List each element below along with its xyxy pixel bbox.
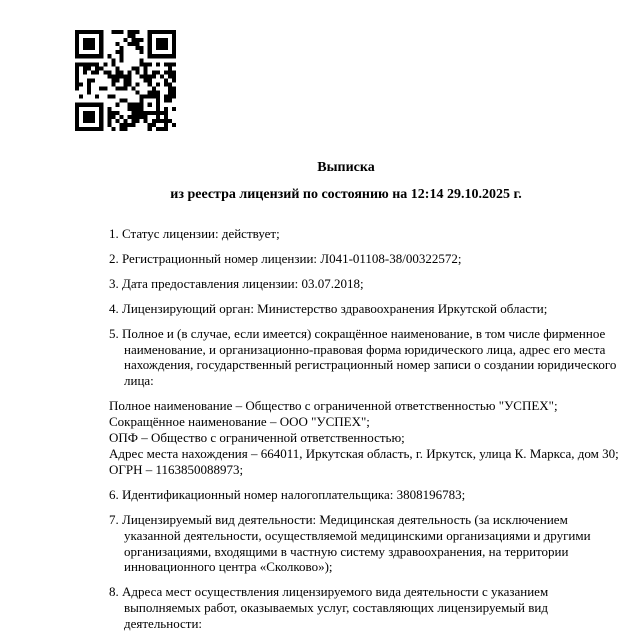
item-issue-date: 3. Дата предоставления лицензии: 03.07.2018; (109, 275, 364, 291)
org-ogrn: ОГРН – 1163850088973; (109, 461, 244, 477)
item-registration-number: 2. Регистрационный номер лицензии: Л041-01108-38/00322572; (109, 250, 462, 266)
qr-code-graphic (75, 30, 176, 131)
item-licensing-authority: 4. Лицензирующий орган: Министерство здравоохранения Иркутской области; (109, 300, 548, 316)
document-body (109, 226, 625, 641)
item-entity-name-intro: 5. Полное и (в случае, если имеется) сокращённое наименование, в том числе фирменное наименование, и организационно-правовая форма юридического лица, адрес его места нахождения, государственный регистрационный номер записи о создании юридического лица: (109, 325, 617, 389)
qr-code (75, 30, 176, 131)
item-activity-addresses: 8. Адреса мест осуществления лицензируемого вида деятельности с указанием выполняемых работ, оказываемых услуг, составляющих лицензируемый вид деятельности: (109, 584, 549, 632)
document-subtitle: из реестра лицензий по состоянию на 12:14 29.10.2025 г. (170, 187, 522, 202)
org-short-name: Сокращённое наименование – ООО "УСПЕХ"; (109, 414, 370, 430)
item-inn: 6. Идентификационный номер налогоплательщика: 3808196783; (109, 486, 466, 502)
org-legal-form: ОПФ – Общество с ограниченной ответственностью; (109, 430, 405, 446)
item-license-status: 1. Статус лицензии: действует; (109, 226, 280, 241)
org-full-name: Полное наименование – Общество с ограниченной ответственностью "УСПЕХ"; (109, 398, 558, 414)
item-activity-type: 7. Лицензируемый вид деятельности: Медицинская деятельность (за исключением указанной деятельности, осуществляемой медицинскими организациями и другими организациями, входящими в частную систему здравоохранения, на территории инновационного центра «Сколково»); (109, 511, 591, 575)
organization-details (109, 398, 625, 478)
document-title: Выписка (317, 160, 375, 175)
org-address: Адрес места нахождения – 664011, Иркутская область, г. Иркутск, улица К. Маркса, дом 30; (109, 445, 619, 461)
